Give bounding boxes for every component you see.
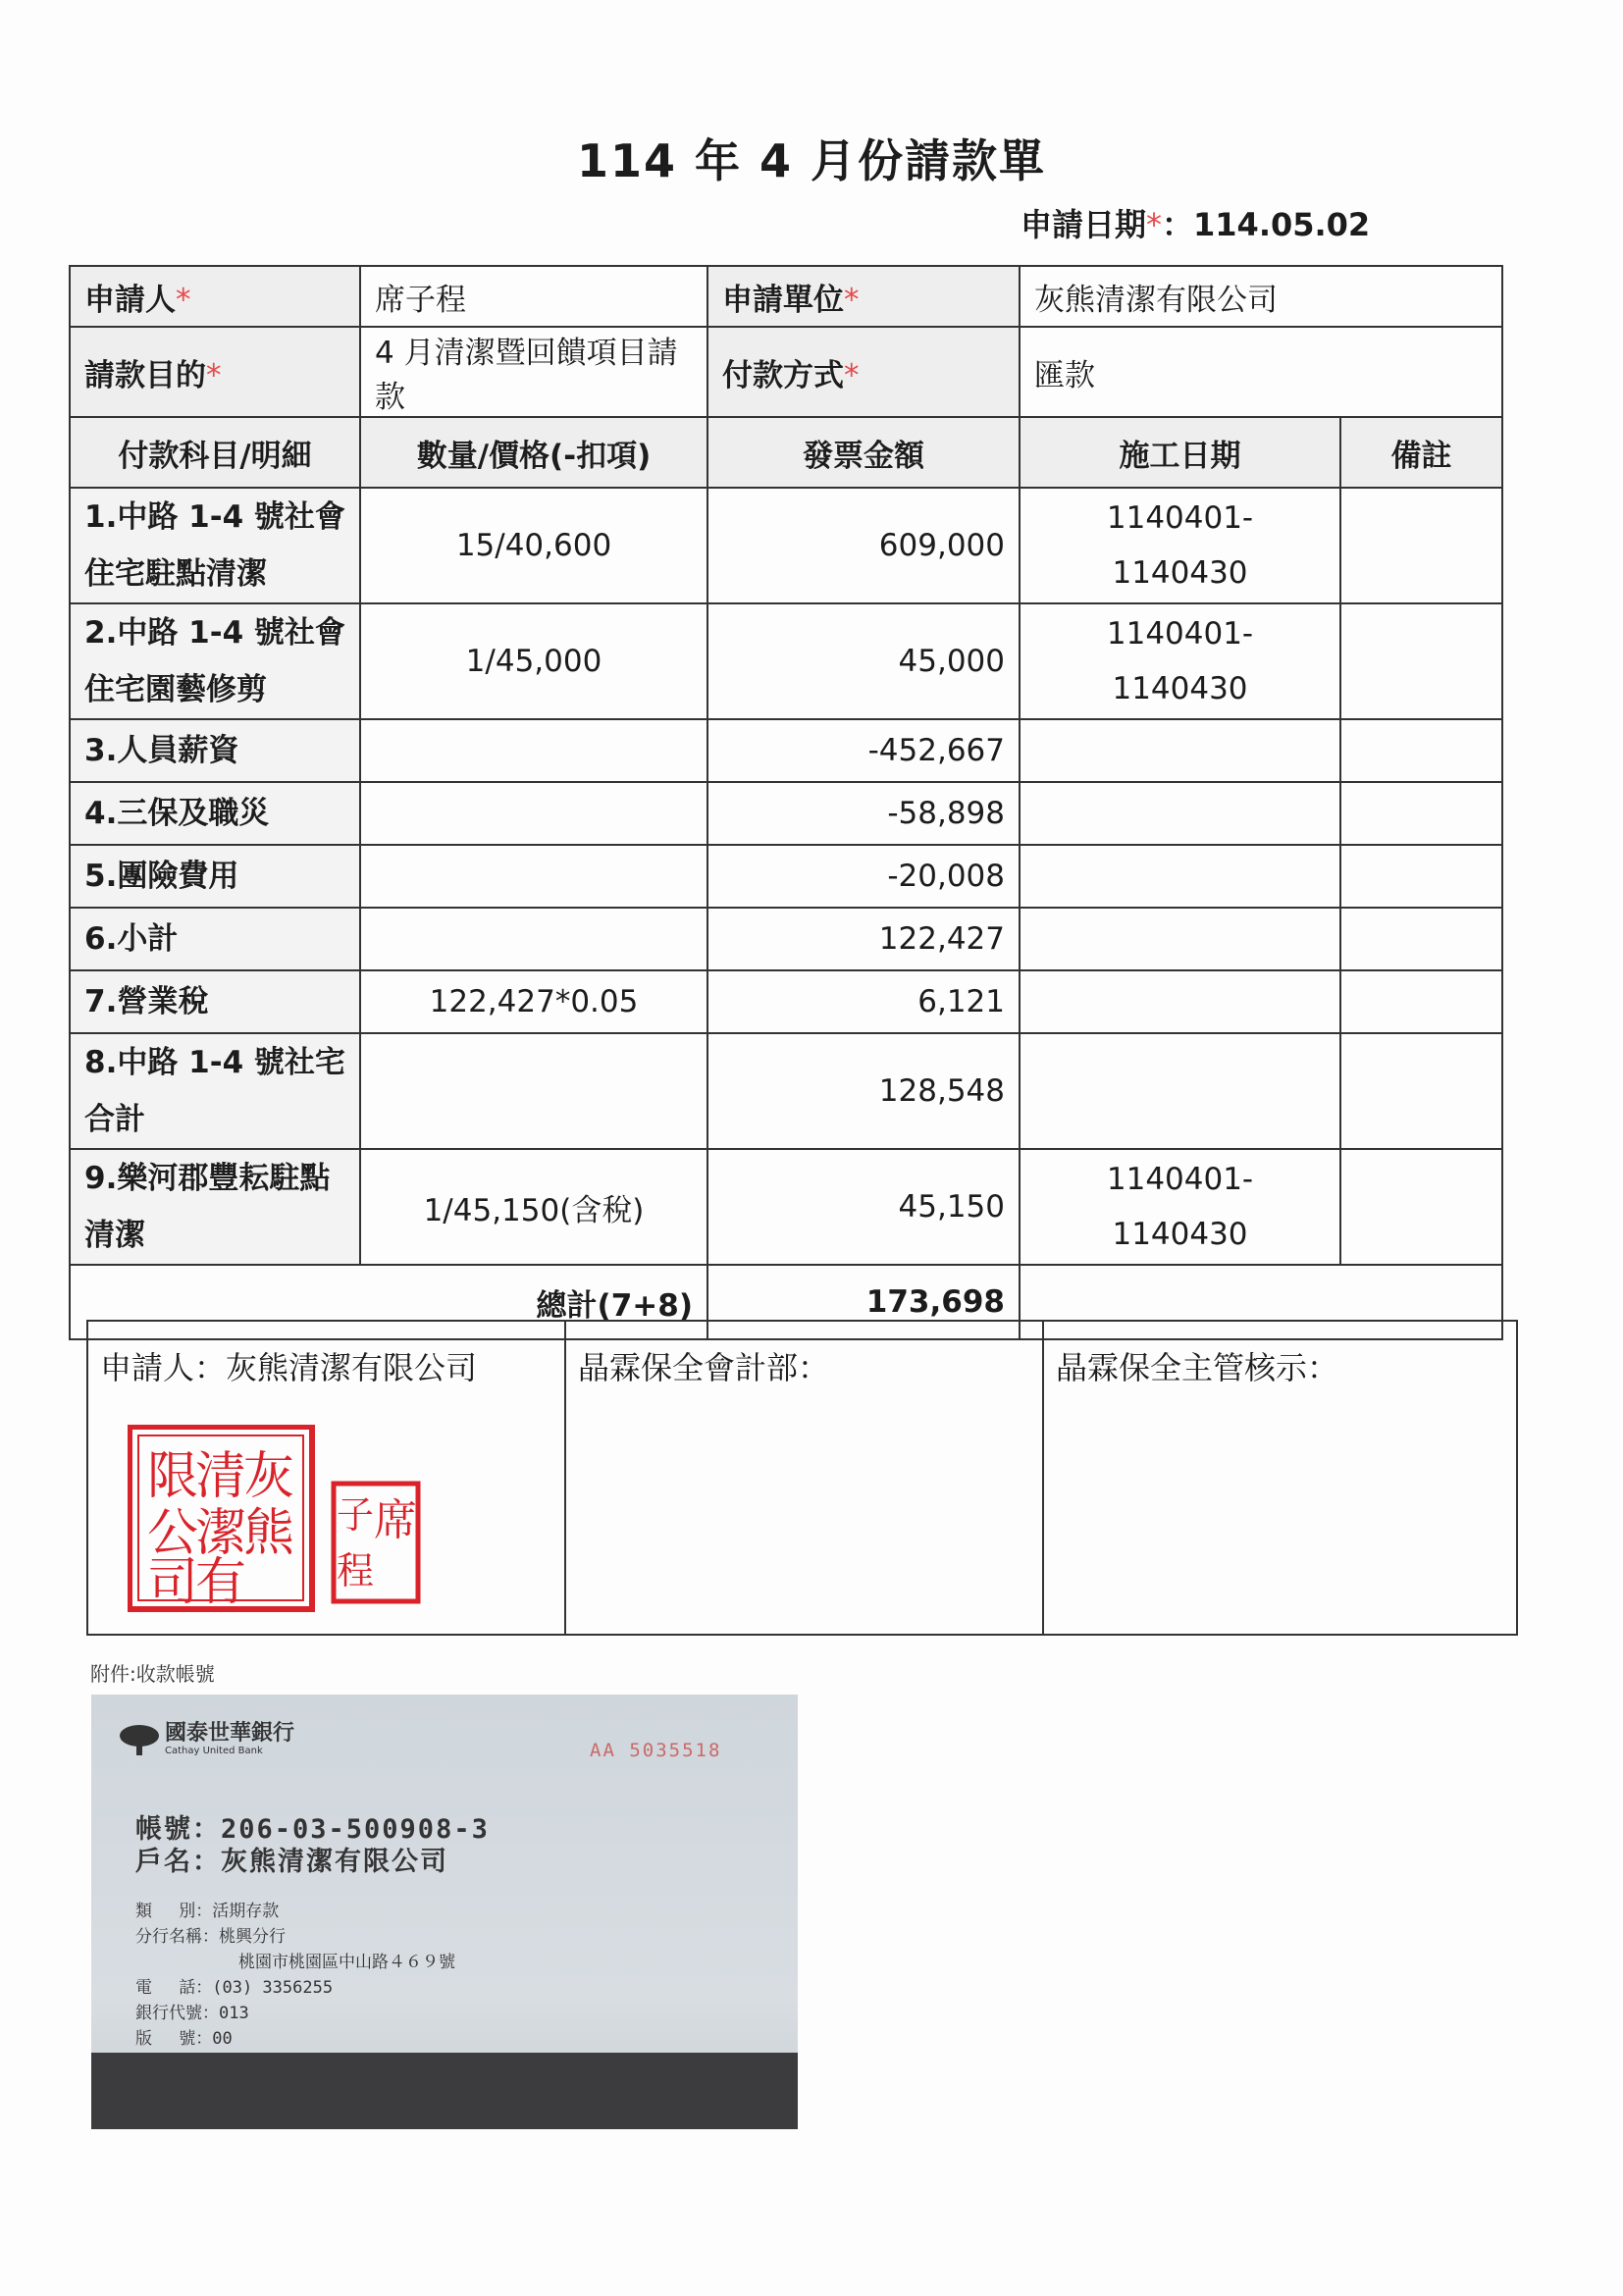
note-cell [1340,908,1502,970]
account-owner: 戶名：灰熊清潔有限公司 [135,1847,448,1877]
qty-cell: 1/45,000 [360,603,707,719]
accounting-sign-label: 晶霖保全會計部： [578,1349,830,1386]
method-value: 匯款 [1020,327,1502,417]
svg-text:潔: 潔 [194,1504,247,1563]
purpose-label: 請款目的* [70,327,360,417]
table-row [70,970,1502,1033]
amount-cell: 45,150 [707,1149,1020,1265]
qty-cell: 15/40,600 [360,488,707,603]
date-cell [1020,719,1340,782]
amount-cell: -20,008 [707,845,1020,908]
amount-cell: -58,898 [707,782,1020,845]
amount-cell: 45,000 [707,603,1020,719]
date-cell: 1140401- 1140430 [1020,603,1340,719]
column-header-row [70,417,1502,488]
item-cell: 1.中路 1-4 號社會住宅駐點清潔 [70,488,360,603]
item-cell: 6.小計 [70,908,360,970]
amount-cell: 122,427 [707,908,1020,970]
version-number: 版 號：00 [135,2029,233,2049]
col-qty: 數量/價格(-扣項) [360,417,707,488]
qty-cell: 122,427*0.05 [360,970,707,1033]
qty-cell [360,908,707,970]
note-cell [1340,1033,1502,1149]
applicant-label: 申請人* [70,266,360,327]
supervisor-sign-label: 晶霖保全主管核示： [1056,1349,1339,1386]
apply-date-value: ：114.05.02 [1162,206,1371,243]
supervisor-sign-cell [1044,1322,1516,1634]
purpose-row [70,327,1502,417]
svg-text:清: 清 [194,1447,247,1506]
attachment-label: 附件:收款帳號 [90,1662,215,1686]
item-cell: 9.樂河郡豐耘駐點清潔 [70,1149,360,1265]
bank-name-en: Cathay United Bank [165,1746,263,1756]
applicant-value: 席子程 [360,266,707,327]
amount-cell: 128,548 [707,1033,1020,1149]
item-cell: 8.中路 1-4 號社宅合計 [70,1033,360,1149]
note-cell [1340,488,1502,603]
table-row [70,488,1502,603]
svg-text:灰: 灰 [242,1447,295,1506]
bank-name: 國泰世華銀行 [165,1721,295,1746]
item-cell: 2.中路 1-4 號社會住宅園藝修剪 [70,603,360,719]
note-cell [1340,719,1502,782]
note-cell [1340,603,1502,719]
applicant-sign-cell [88,1322,566,1634]
applicant-row [70,266,1502,327]
note-cell [1340,782,1502,845]
bank-code: 銀行代號：013 [135,2004,249,2023]
company-seal-stamp [128,1425,422,1621]
accounting-sign-cell [566,1322,1044,1634]
branch-name: 分行名稱：桃興分行 [135,1927,286,1947]
svg-text:限: 限 [146,1447,199,1506]
total-amount: 173,698 [707,1265,1020,1339]
svg-text:程: 程 [336,1549,375,1592]
svg-text:熊: 熊 [242,1504,295,1563]
account-type: 類 別：活期存款 [135,1902,280,1921]
table-row [70,908,1502,970]
table-row [70,1033,1502,1149]
qty-cell: 1/45,150(含稅) [360,1149,707,1265]
qty-cell [360,1033,707,1149]
applicant-sign-label: 申請人：灰熊清潔有限公司 [100,1349,478,1386]
svg-text:有: 有 [194,1553,247,1612]
branch-address: 桃園市桃園區中山路４６９號 [238,1953,455,1972]
table-row [70,719,1502,782]
svg-text:席: 席 [374,1495,417,1545]
col-amount: 發票金額 [707,417,1020,488]
request-table [69,265,1503,1340]
item-cell: 7.營業稅 [70,970,360,1033]
table-row [70,782,1502,845]
col-item: 付款科目/明細 [70,417,360,488]
date-cell: 1140401- 1140430 [1020,488,1340,603]
note-cell [1340,845,1502,908]
qty-cell [360,845,707,908]
date-cell [1020,845,1340,908]
purpose-value: 4 月清潔暨回饋項目請款 [360,327,707,417]
table-row [70,1149,1502,1265]
note-cell [1340,1149,1502,1265]
unit-label: 申請單位* [707,266,1020,327]
table-row [70,845,1502,908]
date-cell [1020,782,1340,845]
passbook-serial: AA 5035518 [590,1740,722,1761]
svg-text:司: 司 [146,1553,199,1612]
apply-date [1021,200,1370,245]
col-date: 施工日期 [1020,417,1340,488]
qty-cell [360,719,707,782]
date-cell [1020,970,1340,1033]
item-cell: 5.團險費用 [70,845,360,908]
amount-cell: 609,000 [707,488,1020,603]
bank-logo-icon [119,1724,160,1757]
item-cell: 4.三保及職災 [70,782,360,845]
date-cell [1020,1033,1340,1149]
svg-text:公: 公 [146,1504,199,1563]
apply-date-label: 申請日期 [1021,206,1147,243]
total-label: 總計(7+8) [70,1265,707,1339]
unit-value: 灰熊清潔有限公司 [1020,266,1502,327]
note-cell [1340,970,1502,1033]
account-number: 帳號：206-03-500908-3 [135,1814,490,1845]
method-label: 付款方式* [707,327,1020,417]
item-cell: 3.人員薪資 [70,719,360,782]
qty-cell [360,782,707,845]
passbook-dark-band [91,2053,798,2129]
amount-cell: -452,667 [707,719,1020,782]
page-title: 114 年 4 月份請款單 [576,134,1047,187]
branch-phone: 電 話：(03) 3356255 [135,1978,334,1998]
signature-section [86,1320,1518,1636]
table-row [70,603,1502,719]
required-star: * [1146,206,1163,243]
date-cell [1020,908,1340,970]
bank-passbook-image [91,1695,798,2129]
svg-text:子: 子 [336,1493,375,1537]
amount-cell: 6,121 [707,970,1020,1033]
col-note: 備註 [1340,417,1502,488]
date-cell: 1140401- 1140430 [1020,1149,1340,1265]
